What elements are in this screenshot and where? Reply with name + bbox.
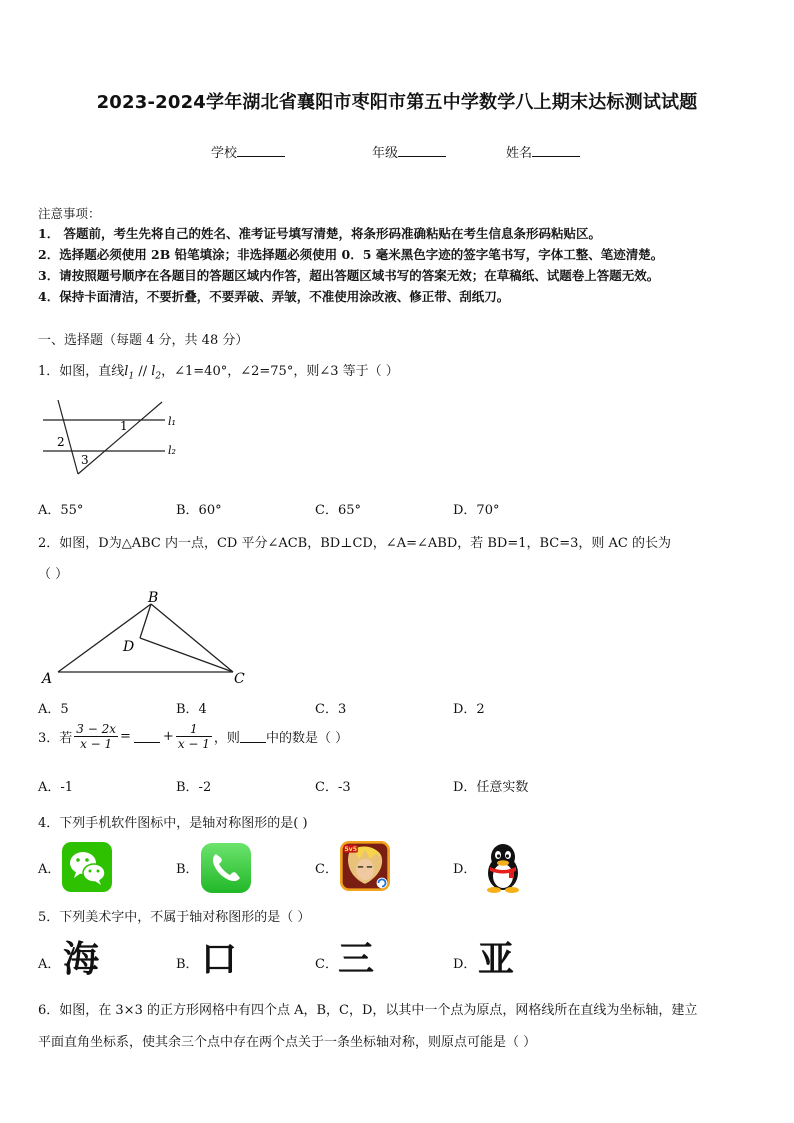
q5-label-b: B． [176,957,199,972]
q1-option-b: B．60° [176,503,222,518]
q2-stem: 2．如图，D为△ABC 内一点，CD 平分∠ACB，BD⊥CD，∠A=∠ABD，若 BD=1，BC=3，则 AC 的长为 [38,536,672,551]
grade-label: 年级 [372,146,399,161]
q3-suffix-b: 中的数是（ ） [265,731,349,746]
q3-denominator-right: x − 1 [177,737,210,751]
vertex-a-label: A [42,671,53,687]
q4-stem: 4．下列手机软件图标中，是轴对称图形的是( ) [38,816,308,831]
phone-icon [201,843,251,893]
q1-option-a: A．55° [38,503,84,518]
transversal-right [78,402,162,474]
q3-blank-ref [240,730,266,743]
q3-option-c: C．-3 [315,780,351,795]
section-heading: 一、选择题（每题 4 分，共 48 分） [38,333,249,348]
q1-figure [40,396,190,480]
grade-blank [398,144,446,157]
q4-label-c: C． [315,862,338,877]
segment-cd [140,638,233,672]
school-blank [237,144,285,157]
q3-stem [38,722,348,751]
q1-l2-sub: 2 [155,371,162,382]
q1-l2: l [151,364,156,379]
page-title: 2023-2024学年湖北省襄阳市枣阳市第五中学数学八上期末达标测试试题 [96,92,698,113]
angle-3-label: 3 [81,453,89,467]
q5-char-c: 三 [338,939,375,980]
q4-label-b: B． [176,862,199,877]
name-field [506,142,580,161]
q5-label-c: C． [315,957,338,972]
q3-plus: + [162,729,174,744]
q2-option-d: D．2 [453,702,485,717]
q5-char-a: 海 [63,939,100,980]
q1-l1: l [124,364,129,379]
q5-stem: 5．下列美术字中，不属于轴对称图形的是（ ） [38,910,311,925]
q3-option-d: D．任意实数 [453,780,529,795]
angle-2-label: 2 [57,435,65,449]
q1-parallel: // [134,364,152,379]
q4-label-a: A． [38,862,61,877]
q3-option-b: B．-2 [176,780,212,795]
q2-option-a: A．5 [38,702,69,717]
q1-stem-b: ，∠1=40°，∠2=75°，则∠3 等于（ ） [161,364,399,379]
q3-suffix-a: ，则 [213,731,240,746]
side-ab [58,604,151,672]
q2-figure [38,586,253,690]
l1-label: l₁ [168,415,176,428]
school-field [211,142,285,161]
q5-label-a: A． [38,957,61,972]
segment-bd [140,604,151,638]
q1-stem-a: 1．如图，直线 [38,364,125,379]
q5-char-d: 亚 [478,939,515,980]
notes-heading: 注意事项： [38,206,101,221]
q6-line-2: 平面直角坐标系，使其余三个点中存在两个点关于一条坐标轴对称，则原点可能是（ ） [38,1035,537,1050]
side-bc [151,604,233,672]
q3-numerator-left: 3 − 2x [76,722,117,736]
vertex-c-label: C [234,671,245,687]
vertex-b-label: B [148,590,159,606]
q3-option-a: A．-1 [38,780,74,795]
q1-option-d: D．70° [453,503,500,518]
q5-label-d: D． [453,957,477,972]
game-badge-text: 5v5 [344,845,358,853]
q3-prefix: 3．若 [38,731,73,746]
note-item: 2．选择题必须使用 2B 铅笔填涂；非选择题必须使用 0．5 毫米黑色字迹的签字笔书写，字体工整、笔迹清楚。 [38,247,664,262]
school-label: 学校 [211,146,238,161]
q4-label-d: D． [453,862,477,877]
q1-l1-sub: 1 [128,371,135,382]
q3-fraction-right [176,722,212,751]
game-icon [340,841,390,891]
q3-fraction-left [74,722,118,751]
q3-equals: = [120,729,131,744]
q2-option-c: C．3 [315,702,347,717]
q5-char-b: 口 [201,939,238,980]
point-d-label: D [123,639,135,655]
qq-penguin-icon [480,843,526,893]
name-blank [532,144,580,157]
l2-label: l₂ [168,444,176,457]
note-item: 1． 答题前，考生先将自己的姓名、准考证号填写清楚，将条形码准确粘贴在考生信息条形码粘贴区。 [38,226,602,241]
angle-1-label: 1 [120,419,128,433]
q3-denominator-left: x − 1 [80,737,113,751]
name-label: 姓名 [506,146,533,161]
q2-stem-cont: （ ） [38,567,69,582]
q1-stem [38,360,399,382]
q2-option-b: B．4 [176,702,207,717]
q3-numerator-right: 1 [176,722,212,737]
q1-option-c: C．65° [315,503,361,518]
grade-field [372,142,446,161]
q3-blank [134,730,160,743]
q6-line-1: 6．如图，在 3×3 的正方形网格中有四个点 A，B，C，D，以其中一个点为原点，网格线所在直线为坐标轴，建立 [38,1003,698,1018]
note-item: 3．请按照题号顺序在各题目的答题区域内作答，超出答题区域书写的答案无效；在草稿纸、试题卷上答题无效。 [38,268,660,283]
note-item: 4．保持卡面清洁，不要折叠，不要弄破、弄皱，不准使用涂改液、修正带、刮纸刀。 [38,289,510,304]
wechat-icon [62,842,112,892]
